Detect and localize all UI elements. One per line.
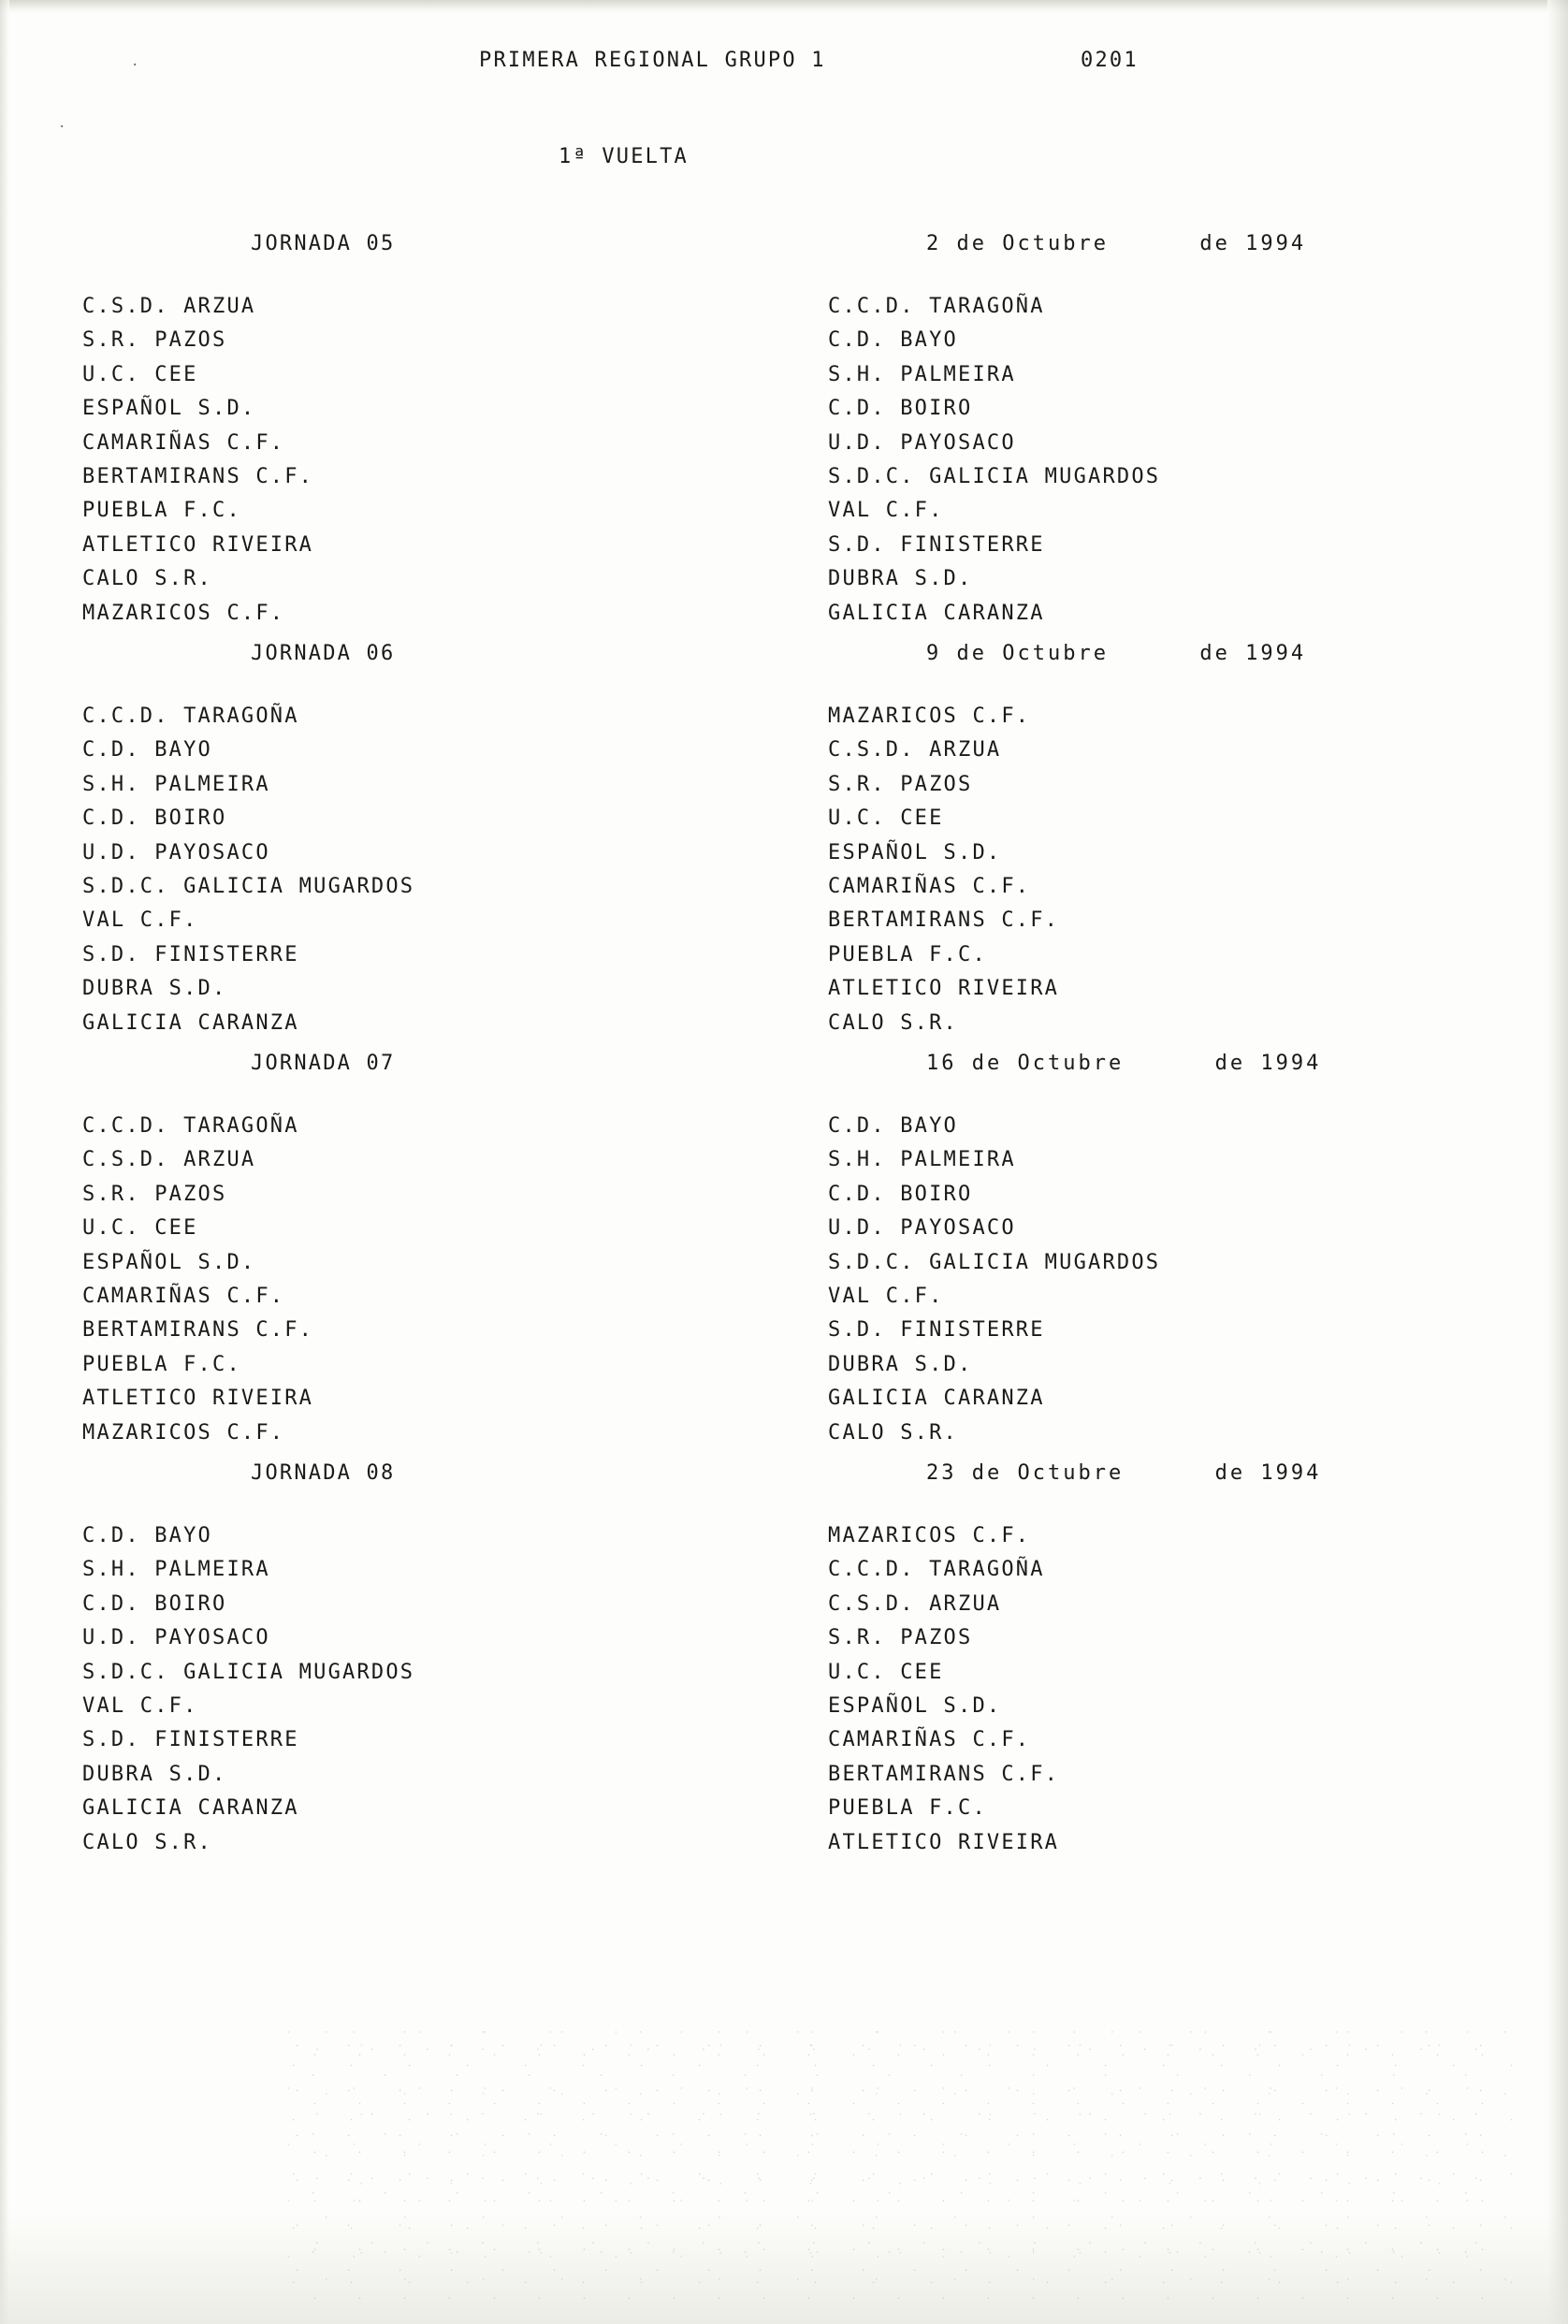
home-team: VAL C.F. bbox=[82, 908, 198, 933]
away-team: C.D. BAYO bbox=[828, 1114, 959, 1138]
home-team: VAL C.F. bbox=[82, 1694, 198, 1719]
away-team: ATLETICO RIVEIRA bbox=[828, 977, 1060, 1001]
home-team: ESPAÑOL S.D. bbox=[82, 1250, 256, 1274]
away-team: VAL C.F. bbox=[828, 1285, 944, 1309]
page-number: 0201 bbox=[1081, 49, 1139, 72]
home-team: C.D. BOIRO bbox=[82, 1591, 227, 1616]
away-team: PUEBLA F.C. bbox=[828, 942, 987, 966]
away-team: C.D. BOIRO bbox=[828, 1182, 973, 1206]
page-subtitle: 1ª VUELTA bbox=[559, 145, 690, 168]
home-team: C.S.D. ARZUA bbox=[82, 295, 256, 318]
away-team: ESPAÑOL S.D. bbox=[828, 1694, 1002, 1719]
away-team: DUBRA S.D. bbox=[828, 567, 973, 591]
away-team: S.H. PALMEIRA bbox=[828, 1148, 1016, 1172]
home-team: C.S.D. ARZUA bbox=[82, 1148, 256, 1172]
away-team: C.D. BAYO bbox=[828, 328, 959, 353]
home-team: U.D. PAYOSACO bbox=[82, 1626, 270, 1650]
jornada-title: JORNADA 05 bbox=[251, 232, 396, 255]
home-team-column bbox=[82, 1110, 313, 1450]
jornada-title: JORNADA 08 bbox=[251, 1461, 396, 1485]
home-team: DUBRA S.D. bbox=[82, 1762, 227, 1786]
home-team: CAMARIÑAS C.F. bbox=[82, 1285, 285, 1309]
away-team: GALICIA CARANZA bbox=[828, 1387, 1045, 1411]
home-team: S.D. FINISTERRE bbox=[82, 942, 299, 966]
home-team: CALO S.R. bbox=[82, 567, 213, 591]
home-team: PUEBLA F.C. bbox=[82, 1352, 241, 1376]
jornada-date: 23 de Octubre de 1994 bbox=[926, 1461, 1322, 1485]
away-team-column bbox=[828, 1519, 1059, 1860]
away-team: BERTAMIRANS C.F. bbox=[828, 908, 1060, 933]
jornada-title: JORNADA 06 bbox=[251, 642, 396, 665]
home-team: PUEBLA F.C. bbox=[82, 499, 241, 523]
away-team: C.C.D. TARAGOÑA bbox=[828, 295, 1045, 318]
away-team: C.S.D. ARZUA bbox=[828, 1591, 1002, 1616]
home-team: S.H. PALMEIRA bbox=[82, 772, 270, 796]
away-team: MAZARICOS C.F. bbox=[828, 704, 1031, 728]
away-team: MAZARICOS C.F. bbox=[828, 1524, 1031, 1547]
away-team: C.D. BOIRO bbox=[828, 397, 973, 421]
away-team: S.D.C. GALICIA MUGARDOS bbox=[828, 465, 1161, 489]
home-team: BERTAMIRANS C.F. bbox=[82, 465, 314, 489]
away-team: BERTAMIRANS C.F. bbox=[828, 1762, 1060, 1786]
home-team-column bbox=[82, 700, 414, 1040]
jornada-date: 16 de Octubre de 1994 bbox=[926, 1052, 1322, 1075]
home-team: S.D.C. GALICIA MUGARDOS bbox=[82, 1660, 415, 1684]
home-team: C.D. BAYO bbox=[82, 1524, 213, 1547]
away-team: CAMARIÑAS C.F. bbox=[828, 875, 1031, 899]
away-team: C.C.D. TARAGOÑA bbox=[828, 1558, 1045, 1582]
away-team: CALO S.R. bbox=[828, 1010, 959, 1035]
away-team: U.D. PAYOSACO bbox=[828, 430, 1016, 455]
home-team: BERTAMIRANS C.F. bbox=[82, 1318, 314, 1343]
home-team: S.D. FINISTERRE bbox=[82, 1728, 299, 1752]
away-team: ATLETICO RIVEIRA bbox=[828, 1830, 1060, 1854]
away-team: S.D. FINISTERRE bbox=[828, 1318, 1045, 1343]
away-team: CALO S.R. bbox=[828, 1420, 959, 1445]
home-team: U.C. CEE bbox=[82, 1216, 198, 1241]
home-team: MAZARICOS C.F. bbox=[82, 601, 285, 625]
home-team: CALO S.R. bbox=[82, 1830, 213, 1854]
jornada-title: JORNADA 07 bbox=[251, 1052, 396, 1075]
away-team: GALICIA CARANZA bbox=[828, 601, 1045, 625]
home-team: U.C. CEE bbox=[82, 362, 198, 386]
away-team-column bbox=[828, 1110, 1160, 1450]
home-team: CAMARIÑAS C.F. bbox=[82, 430, 285, 455]
home-team-column bbox=[82, 290, 313, 631]
page-title: PRIMERA REGIONAL GRUPO 1 bbox=[479, 49, 826, 72]
away-team: C.S.D. ARZUA bbox=[828, 738, 1002, 763]
away-team: S.R. PAZOS bbox=[828, 1626, 973, 1650]
away-team: S.R. PAZOS bbox=[828, 772, 973, 796]
away-team: U.D. PAYOSACO bbox=[828, 1216, 1016, 1241]
home-team: GALICIA CARANZA bbox=[82, 1010, 299, 1035]
away-team: DUBRA S.D. bbox=[828, 1352, 973, 1376]
home-team-column bbox=[82, 1519, 414, 1860]
home-team: S.D.C. GALICIA MUGARDOS bbox=[82, 875, 415, 899]
away-team-column bbox=[828, 700, 1059, 1040]
home-team: C.C.D. TARAGOÑA bbox=[82, 704, 299, 728]
home-team: ATLETICO RIVEIRA bbox=[82, 532, 314, 557]
home-team: U.D. PAYOSACO bbox=[82, 840, 270, 864]
stray-mark: · bbox=[131, 58, 139, 73]
away-team: CAMARIÑAS C.F. bbox=[828, 1728, 1031, 1752]
away-team-column bbox=[828, 290, 1160, 631]
home-team: C.D. BOIRO bbox=[82, 806, 227, 831]
home-team: S.H. PALMEIRA bbox=[82, 1558, 270, 1582]
home-team: S.R. PAZOS bbox=[82, 1182, 227, 1206]
home-team: MAZARICOS C.F. bbox=[82, 1420, 285, 1445]
home-team: C.D. BAYO bbox=[82, 738, 213, 763]
away-team: VAL C.F. bbox=[828, 499, 944, 523]
jornada-date: 9 de Octubre de 1994 bbox=[926, 642, 1307, 665]
away-team: U.C. CEE bbox=[828, 806, 944, 831]
home-team: ATLETICO RIVEIRA bbox=[82, 1387, 314, 1411]
away-team: S.D.C. GALICIA MUGARDOS bbox=[828, 1250, 1161, 1274]
away-team: U.C. CEE bbox=[828, 1660, 944, 1684]
home-team: DUBRA S.D. bbox=[82, 977, 227, 1001]
away-team: PUEBLA F.C. bbox=[828, 1796, 987, 1821]
home-team: ESPAÑOL S.D. bbox=[82, 397, 256, 421]
home-team: C.C.D. TARAGOÑA bbox=[82, 1114, 299, 1138]
home-team: S.R. PAZOS bbox=[82, 328, 227, 353]
away-team: S.D. FINISTERRE bbox=[828, 532, 1045, 557]
away-team: S.H. PALMEIRA bbox=[828, 362, 1016, 386]
jornada-date: 2 de Octubre de 1994 bbox=[926, 232, 1307, 255]
stray-mark: · bbox=[58, 120, 66, 135]
away-team: ESPAÑOL S.D. bbox=[828, 840, 1002, 864]
home-team: GALICIA CARANZA bbox=[82, 1796, 299, 1821]
